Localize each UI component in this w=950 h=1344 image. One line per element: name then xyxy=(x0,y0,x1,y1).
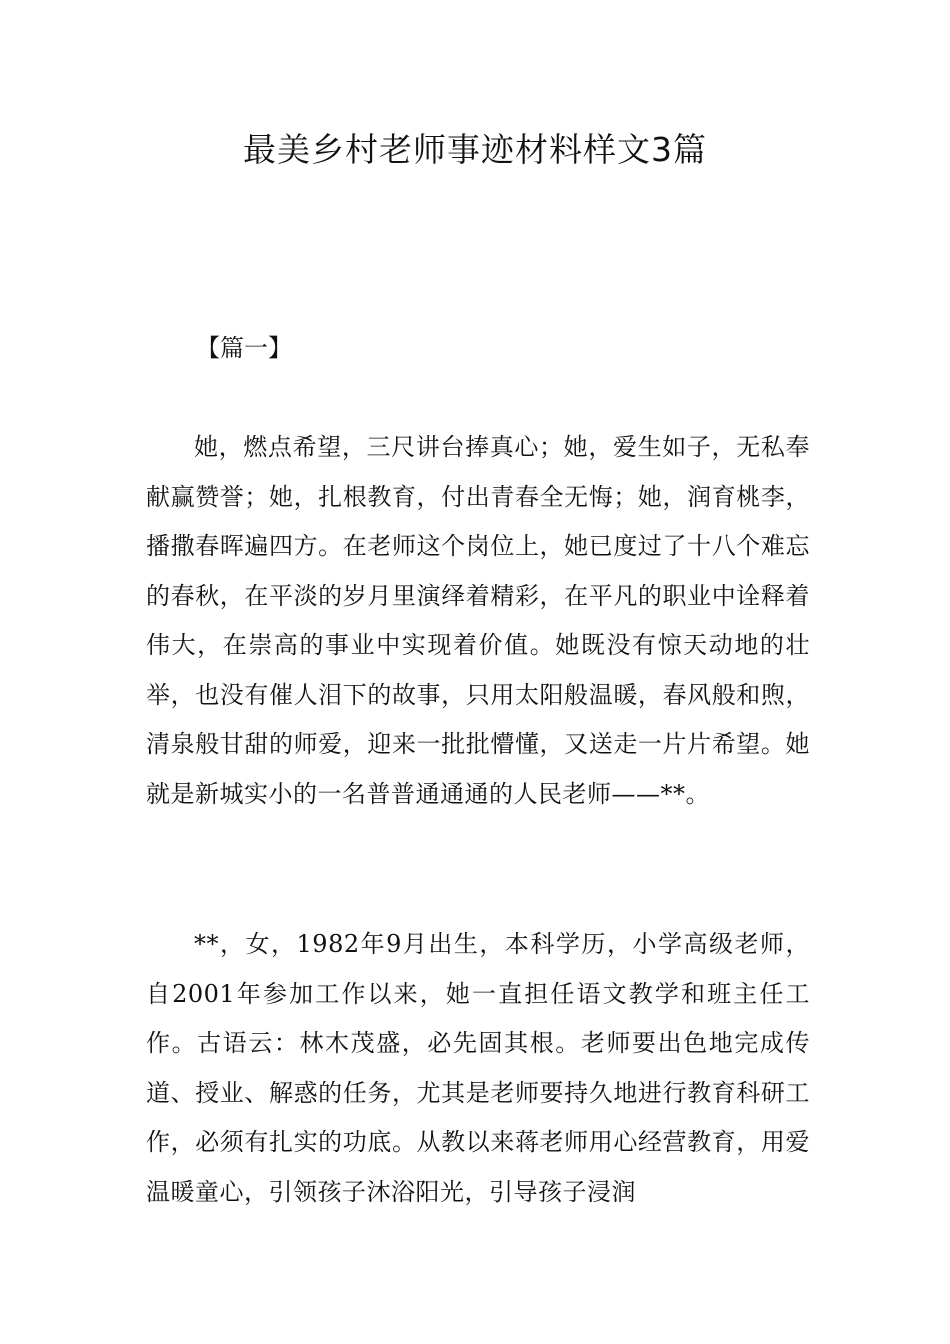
document-title: 最美乡村老师事迹材料样文3篇 xyxy=(243,130,707,169)
body-paragraph: **，女，1982年9月出生，本科学历，小学高级老师，自2001年参加工作以来，她一直担任语文教学和班主任工作。古语云：林木茂盛，必先固其根。老师要出色地完成传道、授业、解惑的任务，尤其是老师要持久地进行教育科研工作，必须有扎实的功底。从教以来蒋老师用心经营教育，用爱温暖童心，引领孩子沐浴阳光，引导孩子浸润 xyxy=(146,930,810,1206)
section-label: 【篇一】 xyxy=(196,334,292,362)
body-paragraph: 她，燃点希望，三尺讲台捧真心；她，爱生如子，无私奉献赢赞誉；她，扎根教育，付出青春全无悔；她，润育桃李，播撒春晖遍四方。在老师这个岗位上，她已度过了十八个难忘的春秋，在平淡的岁月里演绎着精彩，在平凡的职业中诠释着伟大，在崇高的事业中实现着价值。她既没有惊天动地的壮举，也没有催人泪下的故事，只用太阳般温暖，春风般和煦，清泉般甘甜的师爱，迎来一批批懵懂，又送走一片片希望。她就是新城实小的一名普普通通通的人民老师——**。 xyxy=(146,433,810,808)
